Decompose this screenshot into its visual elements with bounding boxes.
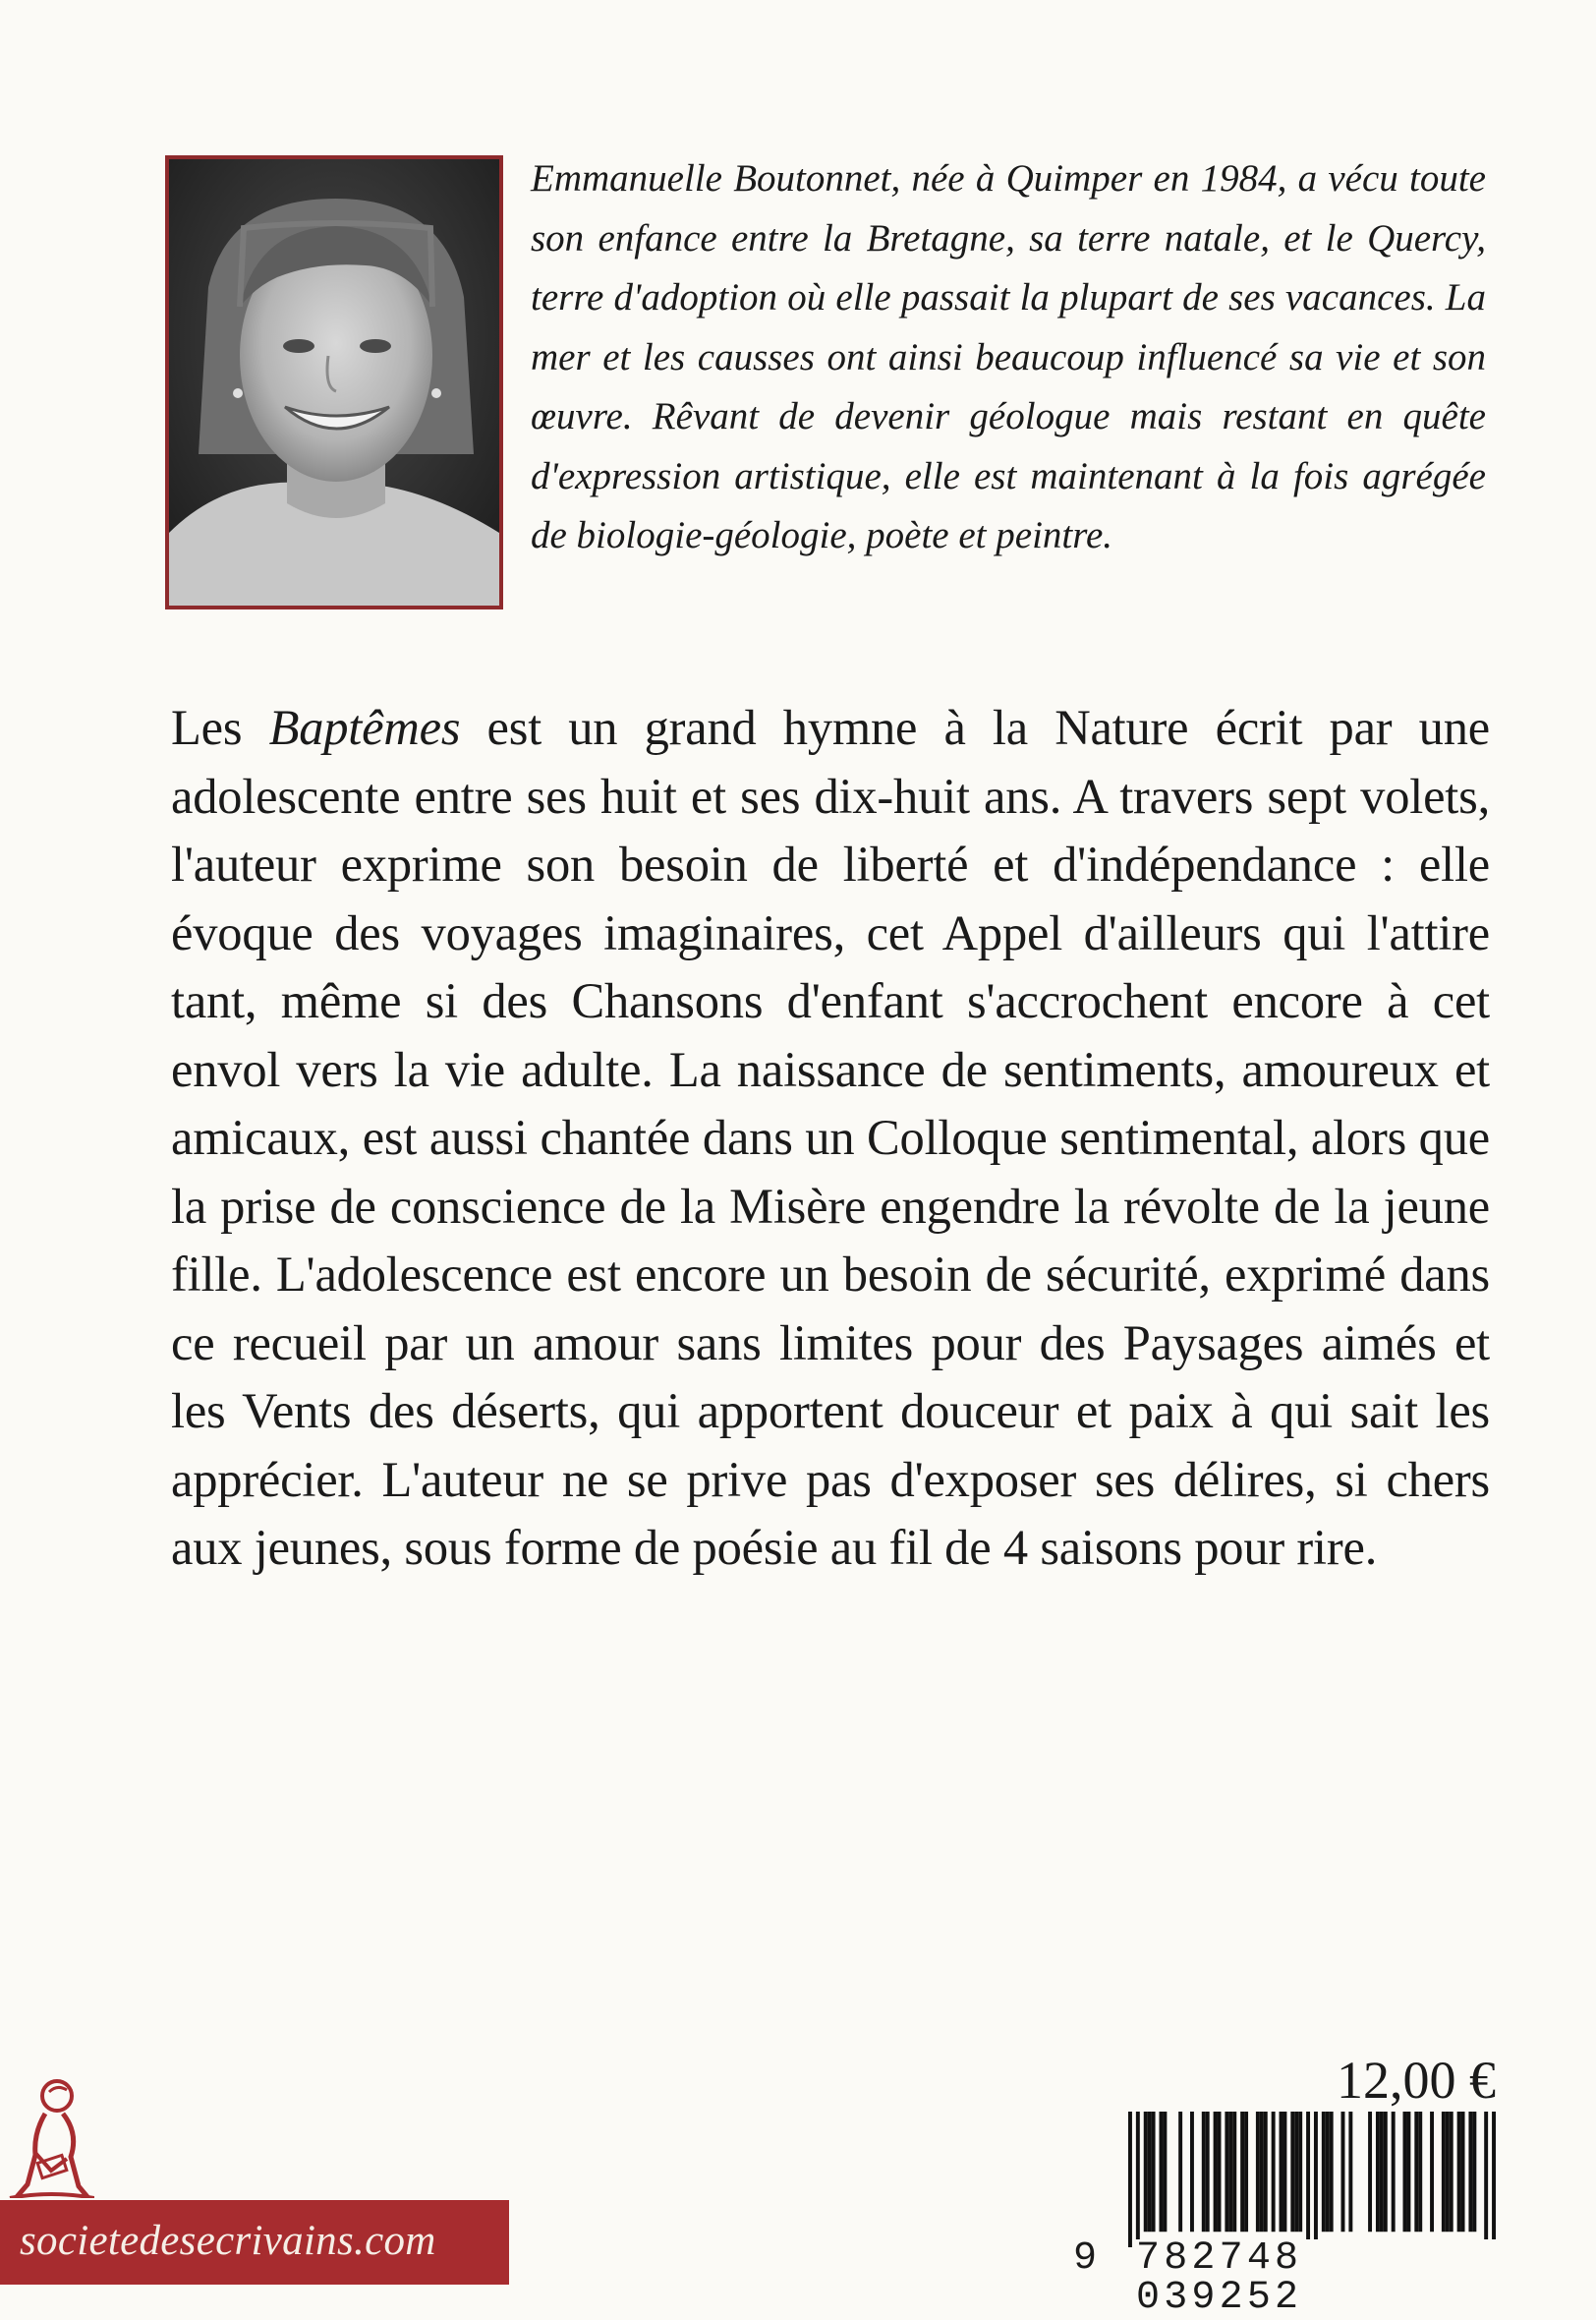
barcode-bar	[1403, 2112, 1407, 2232]
barcode-digits: 782748 039252	[1134, 2239, 1496, 2318]
barcode-bar	[1446, 2112, 1450, 2232]
barcode-bar	[1214, 2112, 1218, 2232]
barcode-bar	[1282, 2112, 1286, 2232]
back-cover-blurb	[171, 694, 1490, 1583]
author-portrait-image	[169, 159, 499, 606]
barcode-bar	[1418, 2112, 1422, 2232]
barcode-bar	[1442, 2112, 1446, 2232]
book-title: Baptêmes	[268, 700, 461, 755]
barcode-bar	[1376, 2112, 1380, 2232]
barcode-bar	[1326, 2112, 1330, 2232]
barcode-bar	[1368, 2112, 1372, 2232]
blurb-lead: Les	[171, 700, 243, 755]
barcode-bar	[1384, 2112, 1388, 2232]
barcode-bar	[1163, 2112, 1167, 2232]
publisher-logo-band	[0, 2200, 509, 2285]
barcode-bar	[1240, 2112, 1244, 2232]
barcode-bar	[1450, 2112, 1454, 2232]
barcode-bar	[1272, 2112, 1276, 2232]
barcode-bar	[1264, 2112, 1268, 2232]
author-bio: Emmanuelle Boutonnet, née à Quimper en 1984, a vécu toute son enfance entre la Bretagne, sa terre natale, et le Quercy, terre d'adoption où elle passait la plupart de ses vacances. La mer et les causses ont ainsi beaucoup influencé sa vie et son œuvre. Rêvant de devenir géologue mais restant en quête d'expression artistique, elle est maintenant à la fois agrégée de biologie-géologie, poète et peintre.	[531, 157, 1486, 556]
barcode-bar	[1280, 2112, 1283, 2232]
barcode-bar	[1244, 2112, 1248, 2232]
barcode-bar	[1225, 2112, 1228, 2232]
author-photo	[165, 155, 503, 609]
barcode-bar	[1461, 2112, 1465, 2232]
barcode-bar	[1206, 2112, 1210, 2232]
reading-figure-logo-icon	[6, 2076, 94, 2198]
barcode-bar	[1228, 2112, 1232, 2232]
barcode-bar	[1148, 2112, 1152, 2232]
barcode-bars	[1128, 2112, 1496, 2247]
price: 12,00 €	[1337, 2051, 1496, 2110]
barcode-bar	[1380, 2112, 1384, 2232]
barcode-bar	[1128, 2112, 1132, 2247]
barcode-bar	[1144, 2112, 1148, 2232]
barcode-bar	[1159, 2112, 1163, 2232]
barcode-bar	[1152, 2112, 1156, 2232]
barcode-bar	[1414, 2112, 1418, 2232]
barcode-bar	[1314, 2112, 1318, 2247]
blurb-body: est un grand hymne à la Nature écrit par une adolescente entre ses huit et ses dix-huit ans. A travers sept volets, l'auteur exprime son besoin de liberté et d'indépendance : elle évoque des voyages imaginaires, cet Appel d'ailleurs qui l'attire tant, même si des Chansons d'enfant s'accrochent encore à cet envol vers la vie adulte. La naissance de sentiments, amoureux et amicaux, est aussi chantée dans un Colloque sentimental, alors que la prise de conscience de la Misère engendre la révolte de la jeune fille. L'adolescence est encore un besoin de sécurité, exprimé dans ce recueil par un amour sans limites pour des Paysages aimés et les Vents des déserts, qui apportent douceur et paix à qui sait les apprécier. L'auteur ne se prive pas d'exposer ses délires, si chers aux jeunes, sous forme de poésie au fil de 4 saisons pour rire.	[171, 700, 1490, 1575]
barcode-bar	[1322, 2112, 1326, 2232]
barcode-bar	[1260, 2112, 1264, 2232]
barcode-bar	[1218, 2112, 1222, 2232]
barcode-bar	[1341, 2112, 1345, 2232]
barcode-bar	[1202, 2112, 1206, 2232]
barcode-first-digit: 9	[1073, 2236, 1098, 2281]
publisher-logo-text: societedesecrivains.com	[20, 2218, 436, 2264]
barcode-bar	[1406, 2112, 1410, 2232]
isbn-barcode	[1069, 2112, 1496, 2320]
barcode-bar	[1330, 2112, 1334, 2232]
barcode-bar	[1472, 2112, 1476, 2232]
barcode-bar	[1306, 2112, 1310, 2247]
barcode-bar	[1190, 2112, 1194, 2232]
barcode-bar	[1392, 2112, 1396, 2232]
barcode-bar	[1348, 2112, 1352, 2232]
barcode-bar	[1290, 2112, 1294, 2232]
barcode-bar	[1136, 2112, 1140, 2247]
barcode-bar	[1457, 2112, 1461, 2232]
barcode-bar	[1468, 2112, 1472, 2232]
barcode-bar	[1178, 2112, 1182, 2232]
barcode-bar	[1492, 2112, 1496, 2247]
barcode-bar	[1430, 2112, 1434, 2232]
barcode-bar	[1484, 2112, 1488, 2247]
barcode-bar	[1232, 2112, 1236, 2232]
barcode-bar	[1256, 2112, 1260, 2232]
barcode-bar	[1298, 2112, 1302, 2232]
barcode-bar	[1294, 2112, 1298, 2232]
